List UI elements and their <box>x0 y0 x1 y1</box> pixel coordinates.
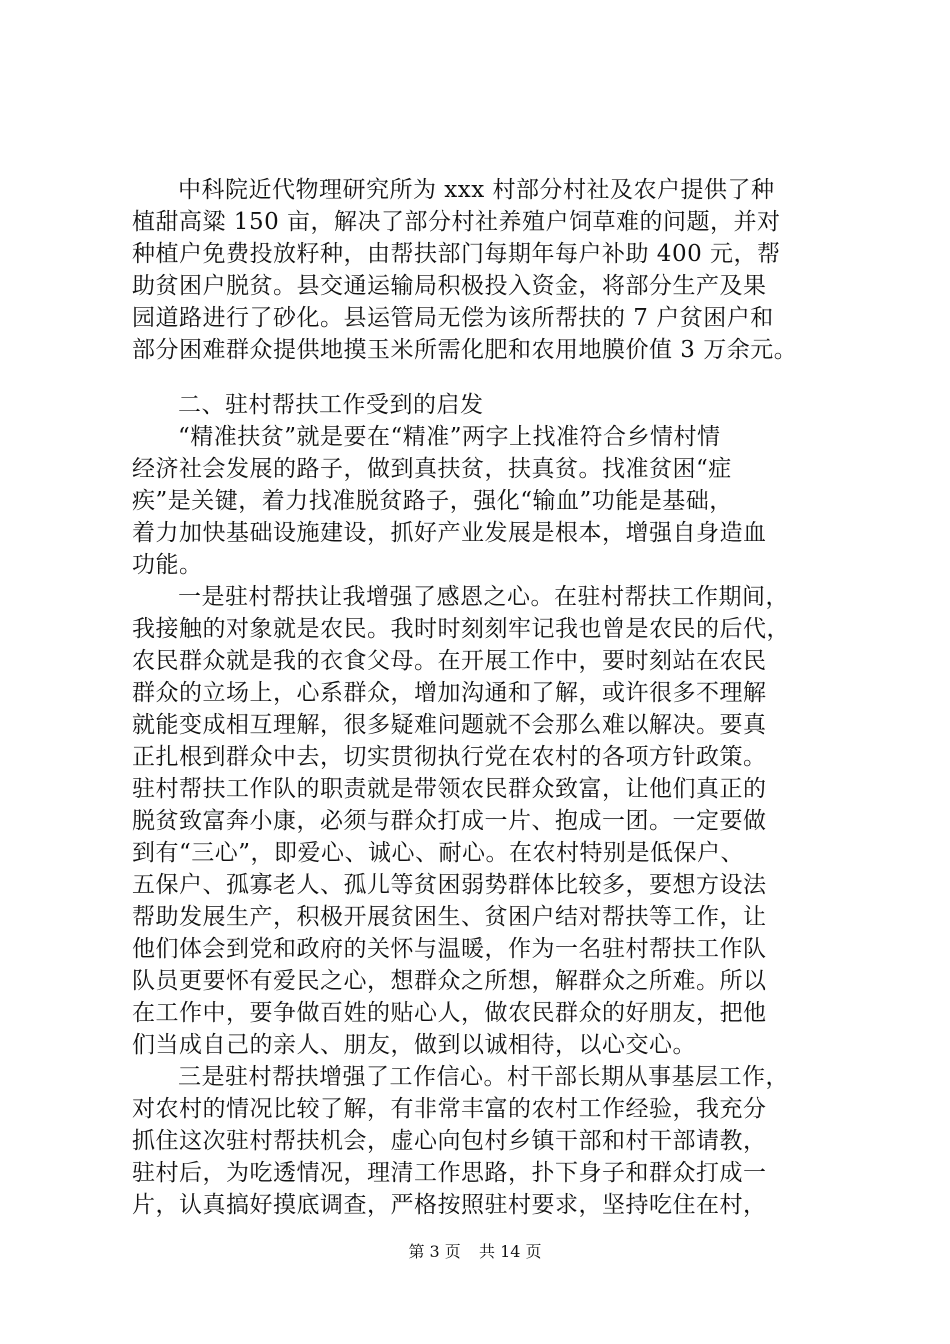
paragraph-1-line-2: 植甜高粱 150 亩，解决了部分村社养殖户饲草难的问题，并对 <box>132 209 781 235</box>
paragraph-1-line-1: 中科院近代物理研究所为 xxx 村部分村社及农户提供了种 <box>178 177 775 203</box>
paragraph-3-line-6: 正扎根到群众中去，切实贯彻执行党在农村的各项方针政策。 <box>132 744 767 770</box>
section-heading: 二、驻村帮扶工作受到的启发 <box>178 392 484 418</box>
paragraph-3-line-9: 到有“三心”，即爱心、诚心、耐心。在农村特别是低保户、 <box>132 840 745 866</box>
paragraph-4-line-5: 片，认真搞好摸底调查，严格按照驻村要求，坚持吃住在村， <box>132 1192 767 1218</box>
paragraph-2-line-2: 经济社会发展的路子，做到真扶贫，扶真贫。找准贫困“症 <box>132 456 732 482</box>
paragraph-3-line-5: 就能变成相互理解，很多疑难问题就不会那么难以解决。要真 <box>132 712 767 738</box>
paragraph-3-line-3: 农民群众就是我的衣食父母。在开展工作中，要时刻站在农民 <box>132 648 767 674</box>
page-number: 第 3 页 <box>408 1242 461 1261</box>
paragraph-1-line-3: 种植户免费投放籽种，由帮扶部门每期年每户补助 400 元，帮 <box>132 241 781 267</box>
paragraph-3-line-11: 帮助发展生产，积极开展贫困生、贫困户结对帮扶等工作，让 <box>132 904 767 930</box>
paragraph-1-line-5: 园道路进行了砂化。县运管局无偿为该所帮扶的 7 户贫困户和 <box>132 305 774 331</box>
paragraph-1-line-4: 助贫困户脱贫。县交通运输局积极投入资金，将部分生产及果 <box>132 273 767 299</box>
page-footer <box>0 1242 950 1262</box>
paragraph-3-line-1: 一是驻村帮扶让我增强了感恩之心。在驻村帮扶工作期间， <box>178 584 789 610</box>
paragraph-4-line-1: 三是驻村帮扶增强了工作信心。村干部长期从事基层工作， <box>178 1064 789 1090</box>
paragraph-2-line-4: 着力加快基础设施建设，抓好产业发展是根本，增强自身造血 <box>132 520 767 546</box>
paragraph-1-line-6: 部分困难群众提供地摸玉米所需化肥和农用地膜价值 3 万余元。 <box>132 337 798 363</box>
paragraph-4-line-2: 对农村的情况比较了解，有非常丰富的农村工作经验，我充分 <box>132 1096 767 1122</box>
paragraph-3-line-15: 们当成自己的亲人、朋友，做到以诚相待，以心交心。 <box>132 1032 696 1058</box>
paragraph-3-line-14: 在工作中，要争做百姓的贴心人，做农民群众的好朋友，把他 <box>132 1000 767 1026</box>
paragraph-2-line-3: 疾”是关键，着力找准脱贫路子，强化“输血”功能是基础， <box>132 488 733 514</box>
paragraph-4-line-3: 抓住这次驻村帮扶机会，虚心向包村乡镇干部和村干部请教， <box>132 1128 767 1154</box>
paragraph-2-line-5: 功能。 <box>132 552 203 578</box>
page-total: 共 14 页 <box>479 1242 542 1261</box>
paragraph-3-line-12: 他们体会到党和政府的关怀与温暖，作为一名驻村帮扶工作队 <box>132 936 767 962</box>
paragraph-3-line-2: 我接触的对象就是农民。我时时刻刻牢记我也曾是农民的后代， <box>132 616 790 642</box>
paragraph-3-line-13: 队员更要怀有爱民之心，想群众之所想，解群众之所难。所以 <box>132 968 767 994</box>
paragraph-2-line-1: “精准扶贫”就是要在“精准”两字上找准符合乡情村情 <box>178 424 721 450</box>
paragraph-3-line-4: 群众的立场上，心系群众，增加沟通和了解，或许很多不理解 <box>132 680 767 706</box>
paragraph-3-line-7: 驻村帮扶工作队的职责就是带领农民群众致富，让他们真正的 <box>132 776 767 802</box>
paragraph-3-line-10: 五保户、孤寡老人、孤儿等贫困弱势群体比较多，要想方设法 <box>132 872 767 898</box>
paragraph-4-line-4: 驻村后，为吃透情况，理清工作思路，扑下身子和群众打成一 <box>132 1160 767 1186</box>
paragraph-3-line-8: 脱贫致富奔小康，必须与群众打成一片、抱成一团。一定要做 <box>132 808 767 834</box>
